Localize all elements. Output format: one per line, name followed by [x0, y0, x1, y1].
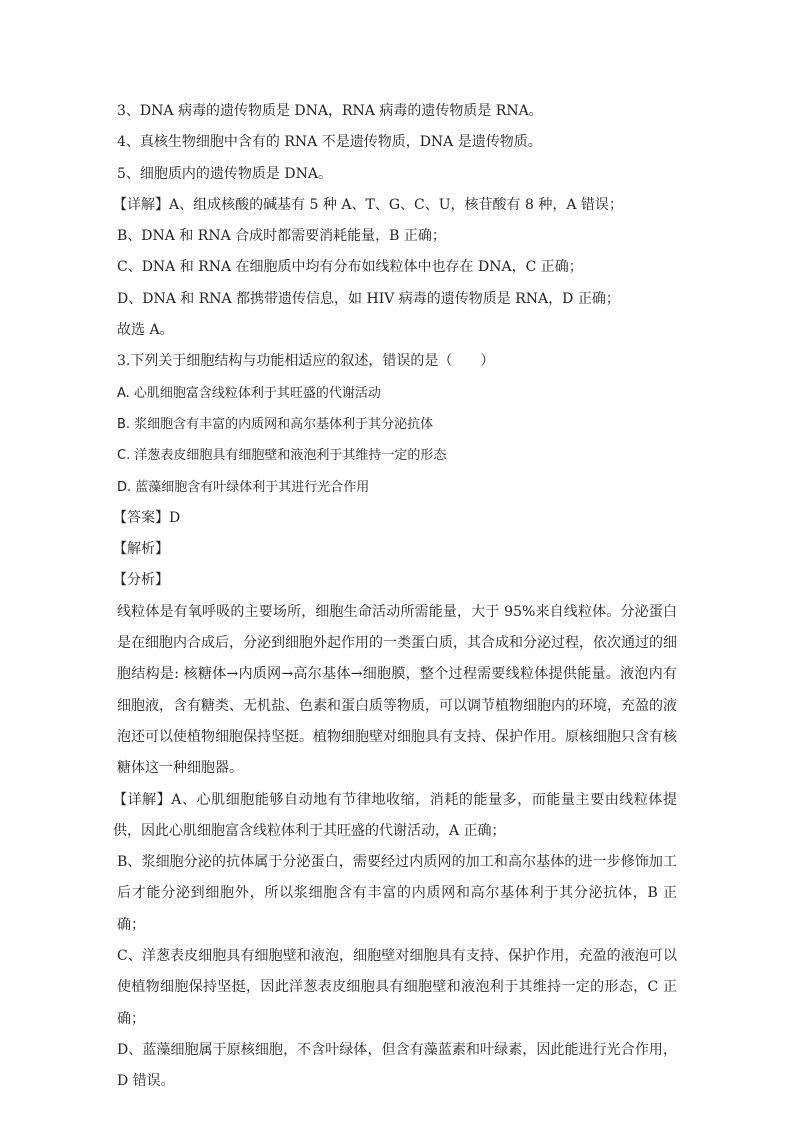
- fenxi-heading: 【分析】: [113, 572, 169, 589]
- option-a: A. 心肌细胞富含线粒体利于其旺盛的代谢活动: [117, 385, 381, 401]
- text-line: 4、真核生物细胞中含有的 RNA 不是遗传物质，DNA 是遗传物质。: [117, 134, 542, 151]
- option-c: C. 洋葱表皮细胞具有细胞壁和液泡利于其维持一定的形态: [117, 448, 447, 464]
- fenxi-paragraph: 线粒体是有氧呼吸的主要场所，细胞生命活动所需能量，大于 95%来自线粒体。分泌蛋白是在细胞内合成后，分泌到细胞外起作用的一类蛋白质，其合成和分泌过程，依次通过的细胞结构是: 核糖体→内质网→高尔基体→细胞膜，整个过程需要线粒体提供能量。液泡内有细胞液，含有糖类、无机盐、色素和蛋白质等物质，可以调节植物细胞内的环境，充盈的液泡还可以使植物细胞保持坚挺。植物细胞壁对细胞具有支持、保护作用。原核细胞只含有核糖体这一种细胞器。: [117, 603, 677, 777]
- answer-line: 【答案】D: [113, 509, 181, 526]
- detail-line: 【详解】A、组成核酸的碱基有 5 种 A、T、G、C、U，核苷酸有 8 种，A 错误；: [113, 196, 623, 213]
- option-d: D. 蓝藻细胞含有叶绿体利于其进行光合作用: [117, 479, 370, 495]
- detail-paragraph-b: B、浆细胞分泌的抗体属于分泌蛋白，需要经过内质网的加工和高尔基体的进一步修饰加工后才能分泌到细胞外，所以浆细胞含有丰富的内质网和高尔基体利于其分泌抗体，B 正确；: [117, 854, 677, 933]
- analysis-heading: 【解析】: [113, 541, 169, 558]
- conclusion-line: 故选 A。: [117, 322, 174, 339]
- detail-paragraph-c: C、洋葱表皮细胞具有细胞壁和液泡，细胞壁对细胞具有支持、保护作用，充盈的液泡可以使植物细胞保持坚挺，因此洋葱表皮细胞具有细胞壁和液泡利于其维持一定的形态，C 正确；: [117, 948, 677, 1027]
- option-b: B. 浆细胞含有丰富的内质网和高尔基体利于其分泌抗体: [117, 416, 434, 432]
- question-stem: 3.下列关于细胞结构与功能相适应的叙述，错误的是（ ）: [117, 353, 495, 370]
- text-line: D、DNA 和 RNA 都携带遗传信息，如 HIV 病毒的遗传物质是 RNA，D 正确；: [117, 290, 620, 307]
- document-page: [113, 96, 677, 1098]
- detail-paragraph-d: D、蓝藻细胞属于原核细胞，不含叶绿体，但含有藻蓝素和叶绿素，因此能进行光合作用，D 错误。: [117, 1041, 677, 1090]
- text-line: B、DNA 和 RNA 合成时都需要消耗能量，B 正确；: [117, 228, 446, 245]
- text-line: 5、细胞质内的遗传物质是 DNA。: [117, 165, 332, 182]
- text-line: 3、DNA 病毒的遗传物质是 DNA，RNA 病毒的遗传物质是 RNA。: [117, 103, 543, 119]
- text-line: C、DNA 和 RNA 在细胞质中均有分布如线粒体中也存在 DNA，C 正确；: [117, 259, 583, 276]
- detail-paragraph-a: 【详解】A、心肌细胞能够自动地有节律地收缩，消耗的能量多，而能量主要由线粒体提供，因此心肌细胞富含线粒体利于其旺盛的代谢活动，A 正确；: [113, 791, 677, 839]
